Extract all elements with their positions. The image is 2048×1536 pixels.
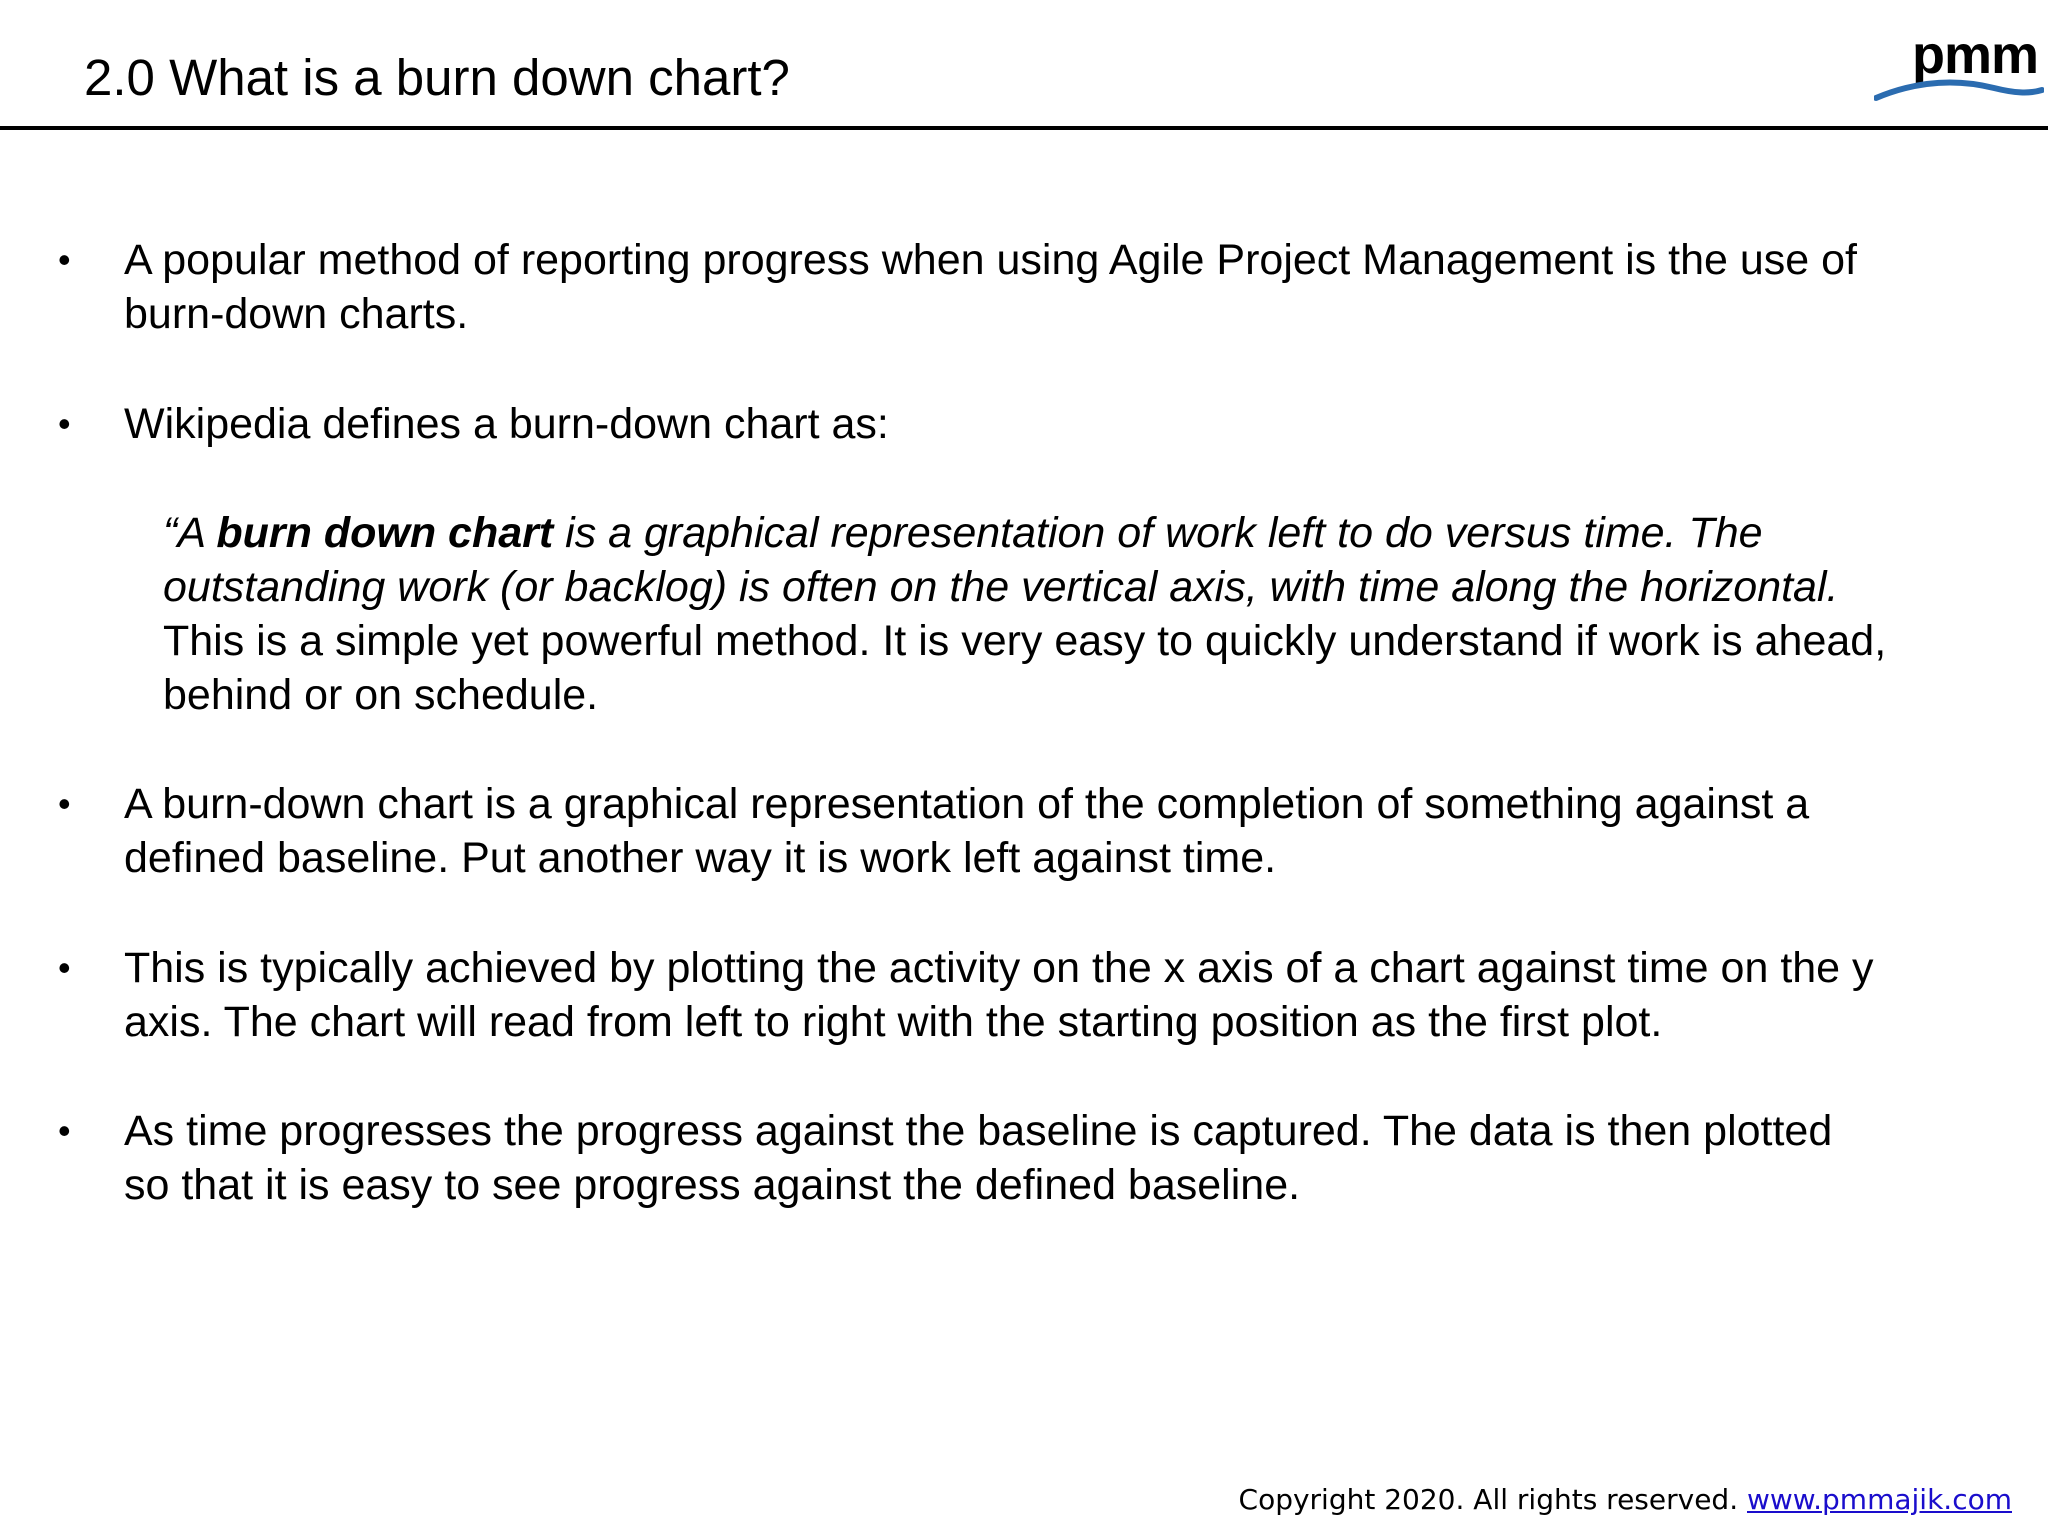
bullet-line: defined baseline. Put another way it is work left against time. bbox=[124, 834, 1277, 882]
quote-text: is a graphical representation of work left to do versus time. The bbox=[553, 509, 1763, 557]
bullet-line: Wikipedia defines a burn-down chart as: bbox=[124, 400, 889, 448]
bullet-symbol: • bbox=[58, 783, 71, 824]
website-link[interactable]: www.pmmajik.com bbox=[1747, 1483, 2012, 1516]
bullet-text bbox=[124, 233, 2014, 341]
bullet-line: burn-down charts. bbox=[124, 290, 469, 338]
quote-term: burn down chart bbox=[216, 509, 554, 557]
bullet-text bbox=[124, 941, 2014, 1049]
pmm-logo bbox=[1874, 25, 2044, 108]
logo-text: pmm bbox=[1911, 25, 2038, 85]
bullet-text bbox=[124, 1104, 2014, 1212]
wikipedia-quote bbox=[163, 506, 2033, 722]
quote-open: “A bbox=[163, 509, 217, 557]
bullet-line: A burn-down chart is a graphical representation of the completion of something against a bbox=[124, 780, 1810, 828]
title-divider bbox=[0, 126, 2048, 130]
bullet-line: so that it is easy to see progress against the defined baseline. bbox=[124, 1161, 1301, 1209]
bullet-line: A popular method of reporting progress when using Agile Project Management is the use of bbox=[124, 236, 1857, 284]
bullet-symbol: • bbox=[58, 947, 71, 988]
logo-wave-icon bbox=[1874, 72, 2044, 112]
bullet-line: As time progresses the progress against the baseline is captured. The data is then plotted bbox=[124, 1107, 1833, 1155]
bullet-line: This is typically achieved by plotting the activity on the x axis of a chart against time on the y bbox=[124, 944, 1874, 992]
footer bbox=[1239, 1480, 2012, 1520]
copyright-text: Copyright 2020. All rights reserved. bbox=[1238, 1483, 1747, 1516]
bullet-text bbox=[124, 777, 2014, 885]
quote-line: This is a simple yet powerful method. It is very easy to quickly understand if work is ahead, bbox=[163, 617, 1887, 665]
bullet-text bbox=[124, 397, 2014, 451]
slide-title: 2.0 What is a burn down chart? bbox=[84, 49, 790, 106]
bullet-line: axis. The chart will read from left to right with the starting position as the first plot. bbox=[124, 998, 1663, 1046]
bullet-symbol: • bbox=[58, 1110, 71, 1151]
quote-line: behind or on schedule. bbox=[163, 671, 599, 719]
bullet-symbol: • bbox=[58, 239, 71, 280]
bullet-symbol: • bbox=[58, 403, 71, 444]
quote-line: outstanding work (or backlog) is often on the vertical axis, with time along the horizontal. bbox=[163, 563, 1839, 611]
quote-line bbox=[163, 506, 2033, 560]
